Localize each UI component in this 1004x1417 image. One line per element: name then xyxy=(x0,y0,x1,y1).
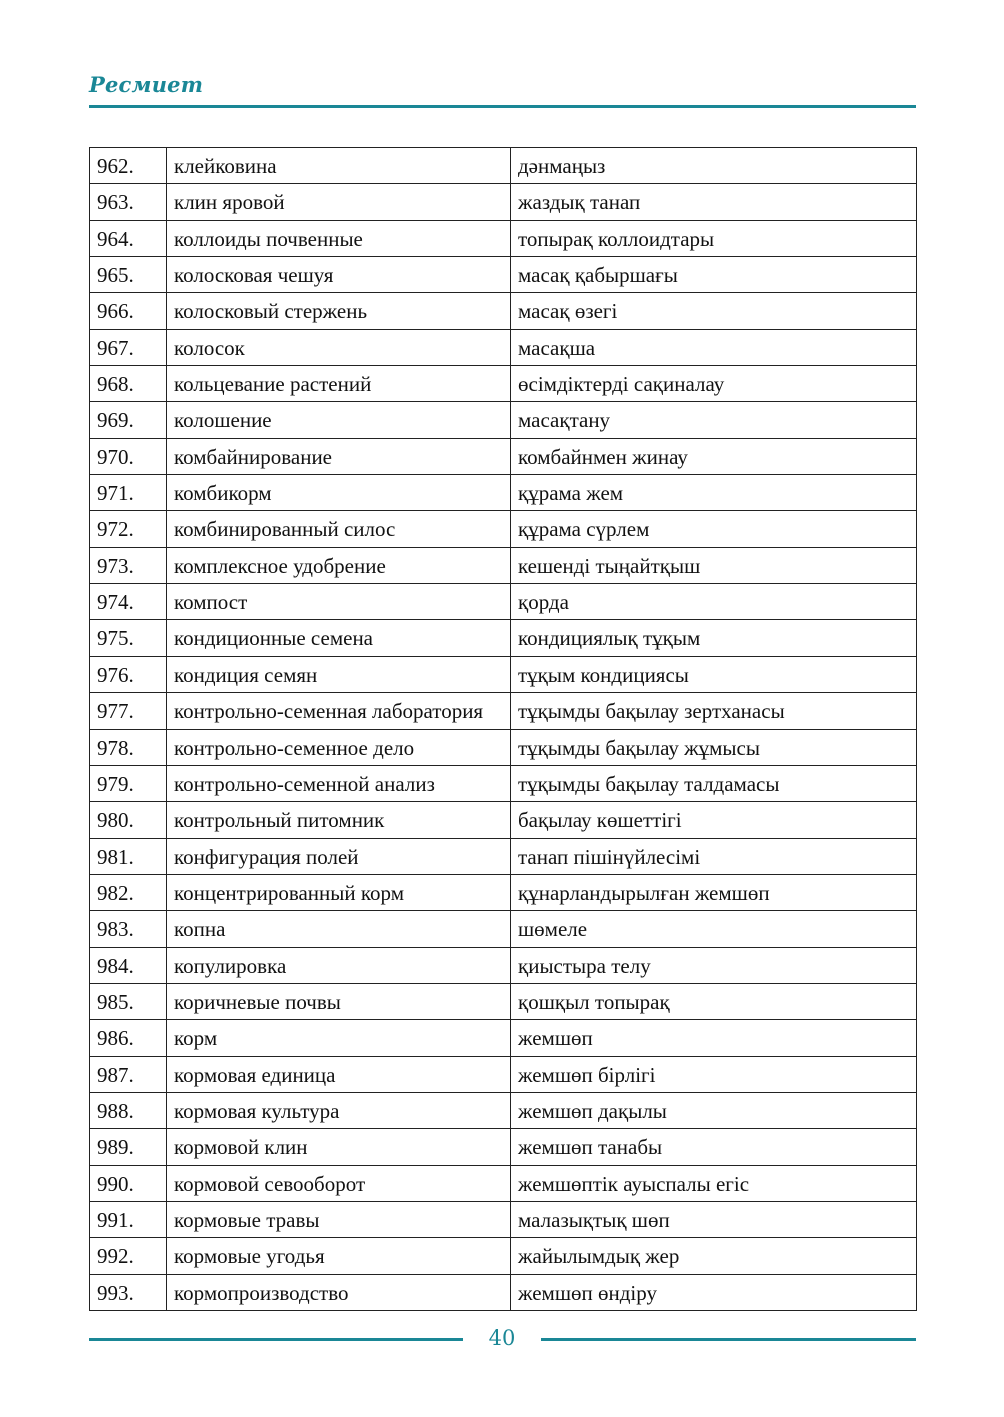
term-number-cell: 967. xyxy=(90,329,167,365)
term-kazakh-cell: қошқыл топырақ xyxy=(511,983,917,1019)
term-russian-cell: колосковая чешуя xyxy=(167,257,511,293)
term-russian-cell: копна xyxy=(167,911,511,947)
term-number-cell: 990. xyxy=(90,1165,167,1201)
term-kazakh-cell: масақ қабыршағы xyxy=(511,257,917,293)
term-number-cell: 972. xyxy=(90,511,167,547)
term-number-cell: 982. xyxy=(90,874,167,910)
term-kazakh-cell: жемшөп танабы xyxy=(511,1129,917,1165)
term-russian-cell: клин яровой xyxy=(167,184,511,220)
term-russian-cell: колошение xyxy=(167,402,511,438)
term-russian-cell: контрольно-семенное дело xyxy=(167,729,511,765)
table-row xyxy=(90,1129,917,1165)
term-kazakh-cell: малазықтық шөп xyxy=(511,1201,917,1237)
term-number-cell: 986. xyxy=(90,1020,167,1056)
term-russian-cell: кормовой севооборот xyxy=(167,1165,511,1201)
term-kazakh-cell: өсімдіктерді сақиналау xyxy=(511,366,917,402)
page-header-title: Ресмиет xyxy=(89,72,204,97)
table-row xyxy=(90,693,917,729)
term-kazakh-cell: тұқымды бақылау зертханасы xyxy=(511,693,917,729)
term-russian-cell: контрольный питомник xyxy=(167,802,511,838)
term-number-cell: 975. xyxy=(90,620,167,656)
term-kazakh-cell: құрама сүрлем xyxy=(511,511,917,547)
footer-divider-left xyxy=(89,1338,463,1341)
term-russian-cell: кольцевание растений xyxy=(167,366,511,402)
term-russian-cell: кондиционные семена xyxy=(167,620,511,656)
term-kazakh-cell: жайылымдық жер xyxy=(511,1238,917,1274)
term-number-cell: 984. xyxy=(90,947,167,983)
table-row xyxy=(90,366,917,402)
header-divider xyxy=(89,105,916,108)
term-russian-cell: конфигурация полей xyxy=(167,838,511,874)
table-row xyxy=(90,1238,917,1274)
term-kazakh-cell: шөмеле xyxy=(511,911,917,947)
term-kazakh-cell: қиыстыра телу xyxy=(511,947,917,983)
term-kazakh-cell: бақылау көшеттігі xyxy=(511,802,917,838)
term-number-cell: 987. xyxy=(90,1056,167,1092)
term-number-cell: 980. xyxy=(90,802,167,838)
term-number-cell: 969. xyxy=(90,402,167,438)
table-row xyxy=(90,438,917,474)
term-russian-cell: колосковый стержень xyxy=(167,293,511,329)
table-row xyxy=(90,402,917,438)
term-russian-cell: клейковина xyxy=(167,148,511,184)
term-kazakh-cell: масақша xyxy=(511,329,917,365)
term-russian-cell: кормопроизводство xyxy=(167,1274,511,1310)
term-number-cell: 977. xyxy=(90,693,167,729)
term-russian-cell: кормовой клин xyxy=(167,1129,511,1165)
table-row xyxy=(90,947,917,983)
term-number-cell: 964. xyxy=(90,220,167,256)
term-kazakh-cell: жемшөп xyxy=(511,1020,917,1056)
term-russian-cell: коричневые почвы xyxy=(167,983,511,1019)
table-row xyxy=(90,874,917,910)
table-row xyxy=(90,148,917,184)
glossary-table xyxy=(89,147,917,1311)
term-number-cell: 989. xyxy=(90,1129,167,1165)
term-number-cell: 992. xyxy=(90,1238,167,1274)
table-row xyxy=(90,656,917,692)
term-number-cell: 991. xyxy=(90,1201,167,1237)
term-kazakh-cell: тұқымды бақылау жұмысы xyxy=(511,729,917,765)
term-kazakh-cell: жемшөптік ауыспалы егіс xyxy=(511,1165,917,1201)
table-row xyxy=(90,220,917,256)
term-number-cell: 974. xyxy=(90,584,167,620)
glossary-table-body xyxy=(90,148,917,1311)
term-number-cell: 976. xyxy=(90,656,167,692)
term-kazakh-cell: топырақ коллоидтары xyxy=(511,220,917,256)
term-number-cell: 973. xyxy=(90,547,167,583)
table-row xyxy=(90,584,917,620)
term-number-cell: 983. xyxy=(90,911,167,947)
term-number-cell: 962. xyxy=(90,148,167,184)
term-russian-cell: контрольно-семенной анализ xyxy=(167,765,511,801)
term-kazakh-cell: құрама жем xyxy=(511,475,917,511)
table-row xyxy=(90,547,917,583)
table-row xyxy=(90,1201,917,1237)
term-kazakh-cell: қорда xyxy=(511,584,917,620)
term-kazakh-cell: танап пішінүйлесімі xyxy=(511,838,917,874)
term-kazakh-cell: масақ өзегі xyxy=(511,293,917,329)
term-russian-cell: комбайнирование xyxy=(167,438,511,474)
term-number-cell: 965. xyxy=(90,257,167,293)
term-number-cell: 988. xyxy=(90,1092,167,1128)
term-russian-cell: комбинированный силос xyxy=(167,511,511,547)
term-russian-cell: коллоиды почвенные xyxy=(167,220,511,256)
table-row xyxy=(90,1274,917,1310)
term-russian-cell: кондиция семян xyxy=(167,656,511,692)
term-russian-cell: контрольно-семенная лаборатория xyxy=(167,693,511,729)
table-row xyxy=(90,729,917,765)
term-russian-cell: кормовая культура xyxy=(167,1092,511,1128)
table-row xyxy=(90,293,917,329)
page-number: 40 xyxy=(488,1326,516,1350)
term-kazakh-cell: комбайнмен жинау xyxy=(511,438,917,474)
term-number-cell: 963. xyxy=(90,184,167,220)
term-kazakh-cell: масақтану xyxy=(511,402,917,438)
term-russian-cell: колосок xyxy=(167,329,511,365)
term-number-cell: 966. xyxy=(90,293,167,329)
term-russian-cell: комбикорм xyxy=(167,475,511,511)
term-russian-cell: концентрированный корм xyxy=(167,874,511,910)
term-russian-cell: копулировка xyxy=(167,947,511,983)
term-number-cell: 970. xyxy=(90,438,167,474)
term-russian-cell: комплексное удобрение xyxy=(167,547,511,583)
term-russian-cell: кормовая единица xyxy=(167,1056,511,1092)
table-row xyxy=(90,620,917,656)
table-row xyxy=(90,257,917,293)
term-kazakh-cell: жемшөп дақылы xyxy=(511,1092,917,1128)
table-row xyxy=(90,329,917,365)
term-number-cell: 978. xyxy=(90,729,167,765)
term-kazakh-cell: жаздық танап xyxy=(511,184,917,220)
term-russian-cell: корм xyxy=(167,1020,511,1056)
table-row xyxy=(90,765,917,801)
table-row xyxy=(90,911,917,947)
table-row xyxy=(90,1165,917,1201)
term-kazakh-cell: кондициялық тұқым xyxy=(511,620,917,656)
term-number-cell: 971. xyxy=(90,475,167,511)
term-kazakh-cell: кешенді тыңайтқыш xyxy=(511,547,917,583)
term-russian-cell: кормовые травы xyxy=(167,1201,511,1237)
table-row xyxy=(90,1092,917,1128)
table-row xyxy=(90,838,917,874)
term-kazakh-cell: жемшөп өндіру xyxy=(511,1274,917,1310)
table-row xyxy=(90,1056,917,1092)
term-number-cell: 993. xyxy=(90,1274,167,1310)
term-kazakh-cell: тұқымды бақылау талдамасы xyxy=(511,765,917,801)
term-number-cell: 981. xyxy=(90,838,167,874)
term-russian-cell: кормовые угодья xyxy=(167,1238,511,1274)
term-kazakh-cell: дәнмаңыз xyxy=(511,148,917,184)
term-number-cell: 968. xyxy=(90,366,167,402)
term-number-cell: 985. xyxy=(90,983,167,1019)
table-row xyxy=(90,1020,917,1056)
table-row xyxy=(90,511,917,547)
table-row xyxy=(90,475,917,511)
table-row xyxy=(90,983,917,1019)
term-kazakh-cell: жемшөп бірлігі xyxy=(511,1056,917,1092)
table-row xyxy=(90,802,917,838)
footer-divider-right xyxy=(541,1338,916,1341)
term-kazakh-cell: тұқым кондициясы xyxy=(511,656,917,692)
term-russian-cell: компост xyxy=(167,584,511,620)
term-kazakh-cell: құнарландырылған жемшөп xyxy=(511,874,917,910)
term-number-cell: 979. xyxy=(90,765,167,801)
table-row xyxy=(90,184,917,220)
